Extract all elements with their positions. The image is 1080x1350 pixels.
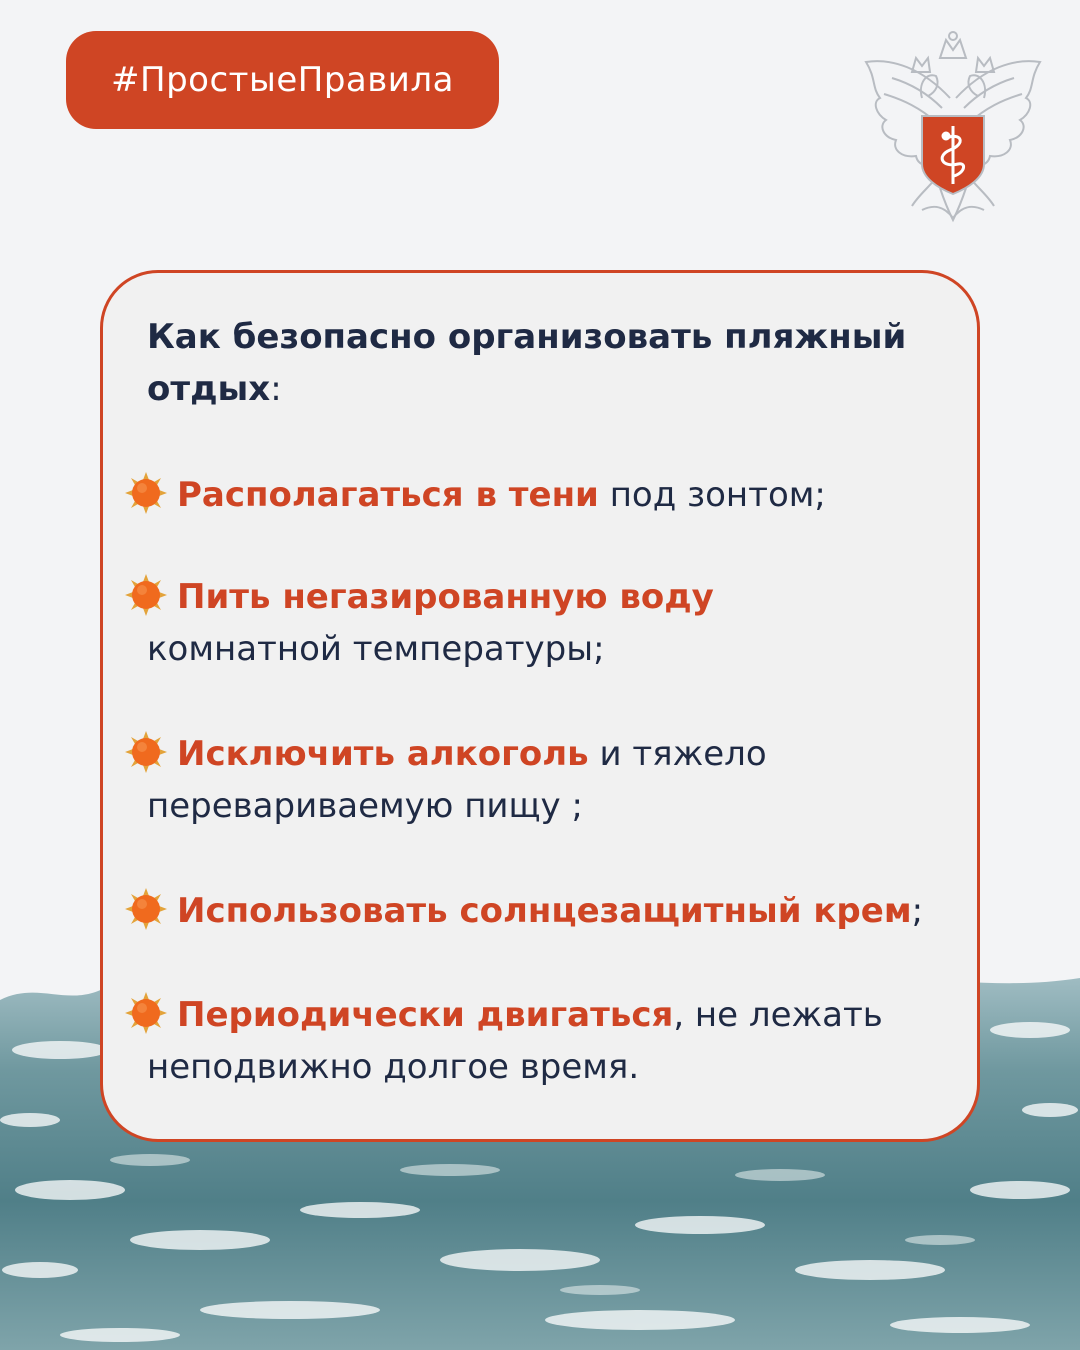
- sun-icon: [125, 888, 167, 930]
- list-item: [125, 571, 955, 675]
- card-title-text: Как безопасно организовать пляжный отдых: [147, 317, 907, 409]
- item-text: под зонтом;: [598, 475, 826, 515]
- list-item: [125, 469, 955, 521]
- item-line2: комнатной температуры;: [147, 629, 605, 669]
- list-item: [125, 728, 955, 832]
- list-item: [125, 885, 955, 937]
- item-highlight: Исключить алкоголь: [177, 734, 589, 774]
- hashtag-badge: #ПростыеПравила: [66, 31, 499, 129]
- item-line2: неподвижно долгое время.: [147, 1047, 640, 1087]
- card-title: [147, 311, 947, 415]
- ministry-emblem-icon: [862, 28, 1044, 228]
- sun-icon: [125, 992, 167, 1034]
- item-highlight: Использовать солнцезащитный крем: [177, 891, 912, 931]
- item-text: , не лежать: [673, 995, 883, 1035]
- item-text: ;: [911, 891, 924, 931]
- card-title-colon: :: [270, 369, 282, 409]
- item-text: и тяжело: [588, 734, 767, 774]
- item-highlight: Пить негазированную воду: [177, 577, 714, 617]
- sun-icon: [125, 574, 167, 616]
- item-highlight: Периодически двигаться: [177, 995, 674, 1035]
- item-highlight: Располагаться в тени: [177, 475, 599, 515]
- sun-icon: [125, 731, 167, 773]
- rules-card: [100, 270, 980, 1142]
- item-line2: перевариваемую пищу ;: [147, 786, 583, 826]
- list-item: [125, 989, 955, 1093]
- sun-icon: [125, 472, 167, 514]
